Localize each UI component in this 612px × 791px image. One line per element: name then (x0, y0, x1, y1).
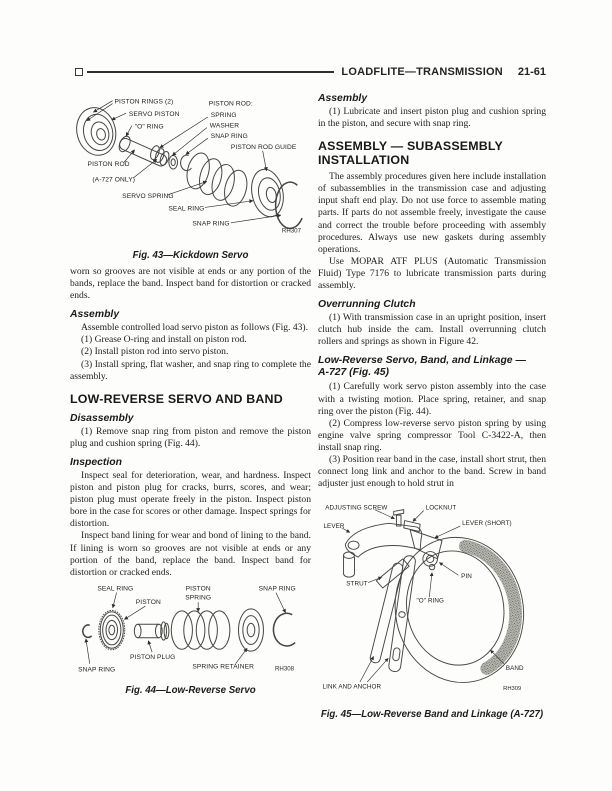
overrunning-clutch-subheading: Overrunning Clutch (318, 299, 416, 311)
fig43-label-spring: SPRING (210, 112, 237, 120)
fig44-label-seal-ring: SEAL RING (97, 585, 134, 593)
fig44-label-snap-ring-right: SNAP RING (258, 585, 296, 593)
fig45-caption: Fig. 45—Low-Reverse Band and Linkage (A-727) (320, 709, 544, 721)
fig45-ref-code: RH309 (503, 686, 522, 693)
fig44-caption: Fig. 44—Low-Reverse Servo (125, 684, 256, 696)
fig43-label-a727-only: (A-727 ONLY) (92, 176, 136, 184)
fig45-label-strut: STRUT (346, 580, 368, 588)
low-reverse-band-linkage-diagram (318, 495, 546, 703)
piston-plug-drawing (134, 622, 169, 640)
figure-45 (318, 495, 546, 720)
disassembly-subheading: Disassembly (70, 412, 134, 424)
linkage-step-1: (1) Carefully work servo piston assembly into the case with a twisting motion. Place spring, retainer, and snap ring over the piston (Fig. 44). (318, 381, 546, 417)
fig45-label-locknut: LOCKNUT (425, 504, 457, 512)
servo-piston-drawing (72, 103, 121, 159)
spring-retainer-drawing (239, 609, 264, 651)
left-column (70, 92, 311, 701)
subassembly-paragraph-1: The assembly procedures given here include installation of subassemblies in the transmission case and adjusting input shaft end play. Do not use force to assemble mating parts. If parts do not assemble freely, investigate the cause and correct the trouble before proceeding with assembly procedures. Always use new gaskets during assembly operations. (318, 171, 546, 255)
disassembly-step: (1) Remove snap ring from piston and remove the piston plug and cushion spring (Fig. 44). (70, 425, 311, 449)
adjusting-screw-locknut-drawing (394, 510, 420, 532)
fig45-label-link-and-anchor: LINK AND ANCHOR (322, 683, 382, 691)
fig44-label-piston-plug: PISTON PLUG (130, 653, 176, 661)
piston-spring-drawing (171, 611, 230, 649)
chapter-title: LOADFLITE—TRANSMISSION (341, 66, 503, 78)
assembly-subheading-right: Assembly (318, 93, 368, 104)
fig44-label-piston: PISTON (135, 598, 161, 606)
low-reverse-linkage-subheading-line1: Low-Reverse Servo, Band, and Linkage — (318, 355, 526, 367)
fig43-label-piston-rod-guide: PISTON ROD GUIDE (230, 143, 297, 151)
small-snap-ring-drawing (83, 625, 92, 637)
fig45-label-pin: PIN (461, 573, 472, 581)
fig43-caption: Fig. 43—Kickdown Servo (132, 250, 249, 261)
continued-paragraph: worn so grooves are not visible at ends or any portion of the bands, replace the band. Inspect band for distortion or cracked ends. (70, 266, 311, 302)
low-reverse-linkage-subheading-line2: A-727 (Fig. 45) (318, 367, 390, 379)
low-reverse-servo-diagram (70, 583, 311, 679)
fig45-leader-lines (342, 510, 504, 682)
servo-spring-drawing (184, 151, 251, 209)
assembly-intro: Assemble controlled load servo piston as follows (Fig. 43). (81, 322, 309, 334)
linkage-step-2: (2) Compress low-reverse servo piston spring by using engine valve spring compressor Tool C-3422-A, then install snap ring. (318, 417, 546, 453)
fig43-label-o-ring: "O" RING (134, 123, 164, 131)
snap-ring-drawing (276, 182, 302, 228)
assembly-step-2: (2) Install piston rod into servo piston. (81, 346, 229, 358)
fig43-label-piston-rings: PISTON RINGS (2) (114, 98, 174, 106)
fig45-label-adjusting-screw: ADJUSTING SCREW (325, 504, 388, 512)
right-column (318, 92, 546, 725)
fig43-label-snap-ring-small: SNAP RING (210, 133, 248, 141)
fig45-label-lever: LEVER (323, 523, 345, 531)
fig43-label-servo-piston: SERVO PISTON (128, 111, 180, 119)
assembly-step-right: (1) Lubricate and insert piston plug and cushion spring in the piston, and secure with snap ring. (318, 106, 546, 130)
figure-44 (70, 583, 311, 696)
fig43-label-piston-rod: PISTON ROD (87, 161, 130, 169)
fig43-label-piston-rod-group: PISTON ROD: (208, 100, 253, 108)
fig44-label-snap-ring-left: SNAP RING (78, 666, 116, 674)
piston-drawing (99, 610, 125, 649)
fig44-label-piston-spring-2: SPRING (185, 594, 212, 602)
inspection-paragraph-2: Inspect band lining for wear and bond of lining to the band. If lining is worn so grooves are not visible at ends or any portion of the band, replace the band. Inspect band for distortion or cracked ends. (70, 530, 311, 578)
strut-drawing (376, 559, 409, 588)
piston-rod-guide-drawing (247, 166, 287, 219)
fig45-label-o-ring: "O" RING (416, 597, 445, 605)
fig43-labels (88, 99, 302, 235)
fig44-label-spring-retainer: SPRING RETAINER (192, 663, 254, 671)
lever-drawing (344, 524, 422, 578)
kickdown-servo-diagram (70, 92, 311, 244)
fig43-label-washer: WASHER (209, 122, 240, 130)
fig43-label-snap-ring-large: SNAP RING (192, 220, 230, 228)
page-number: 21-61 (517, 66, 546, 78)
fig45-label-lever-short: LEVER (SHORT) (462, 520, 512, 528)
page-header (75, 65, 546, 79)
inspection-subheading: Inspection (70, 456, 122, 468)
fig44-label-piston-spring-1: PISTON (185, 585, 211, 593)
rod-spring-washer-snapring-drawing (149, 145, 192, 171)
fig43-ref-code: RH307 (281, 227, 302, 235)
overrunning-clutch-step: (1) With transmission case in an upright position, insert clutch hub inside the cam. Install overrunning clutch rollers and springs as shown in Figure 42. (318, 312, 546, 348)
snap-ring-drawing (273, 613, 295, 646)
linkage-step-3: (3) Position rear band in the case, install short strut, then connect long link and anchor to the band. Screw in band adjuster just enough to hold strut in (318, 453, 546, 490)
subassembly-paragraph-2: Use MOPAR ATF PLUS (Automatic Transmission Fluid) Type 7176 to lubricate transmission parts during assembly. (318, 255, 546, 292)
assembly-subheading-left: Assembly (70, 309, 120, 321)
figure-43 (70, 92, 311, 261)
assembly-step-3: (3) Install spring, flat washer, and snap ring to complete the assembly. (70, 358, 311, 382)
assembly-step-1: (1) Grease O-ring and install on piston rod. (81, 334, 247, 346)
fig43-label-servo-spring: SERVO SPRING (122, 192, 174, 200)
square-outline-icon (75, 68, 83, 76)
fig43-label-seal-ring: SEAL RING (168, 205, 205, 213)
link-and-anchor-drawing (369, 555, 416, 672)
section-heading-low-reverse: LOW-REVERSE SERVO AND BAND (70, 391, 283, 406)
inspection-paragraph-1: Inspect seal for deterioration, wear, and hardness. Inspect piston and piston plug for cracks, burrs, scores, and wear; piston plug must operate freely in the piston. Inspect piston bore in the case for scores or other damage. Inspect springs for distortion. (70, 469, 311, 530)
fig45-label-band: BAND (505, 665, 524, 673)
section-heading-subassembly: ASSEMBLY — SUBASSEMBLY INSTALLATION (318, 139, 503, 168)
fig44-ref-code: RH308 (274, 665, 295, 673)
fig44-leader-lines (86, 592, 286, 663)
header-rule (87, 71, 334, 73)
